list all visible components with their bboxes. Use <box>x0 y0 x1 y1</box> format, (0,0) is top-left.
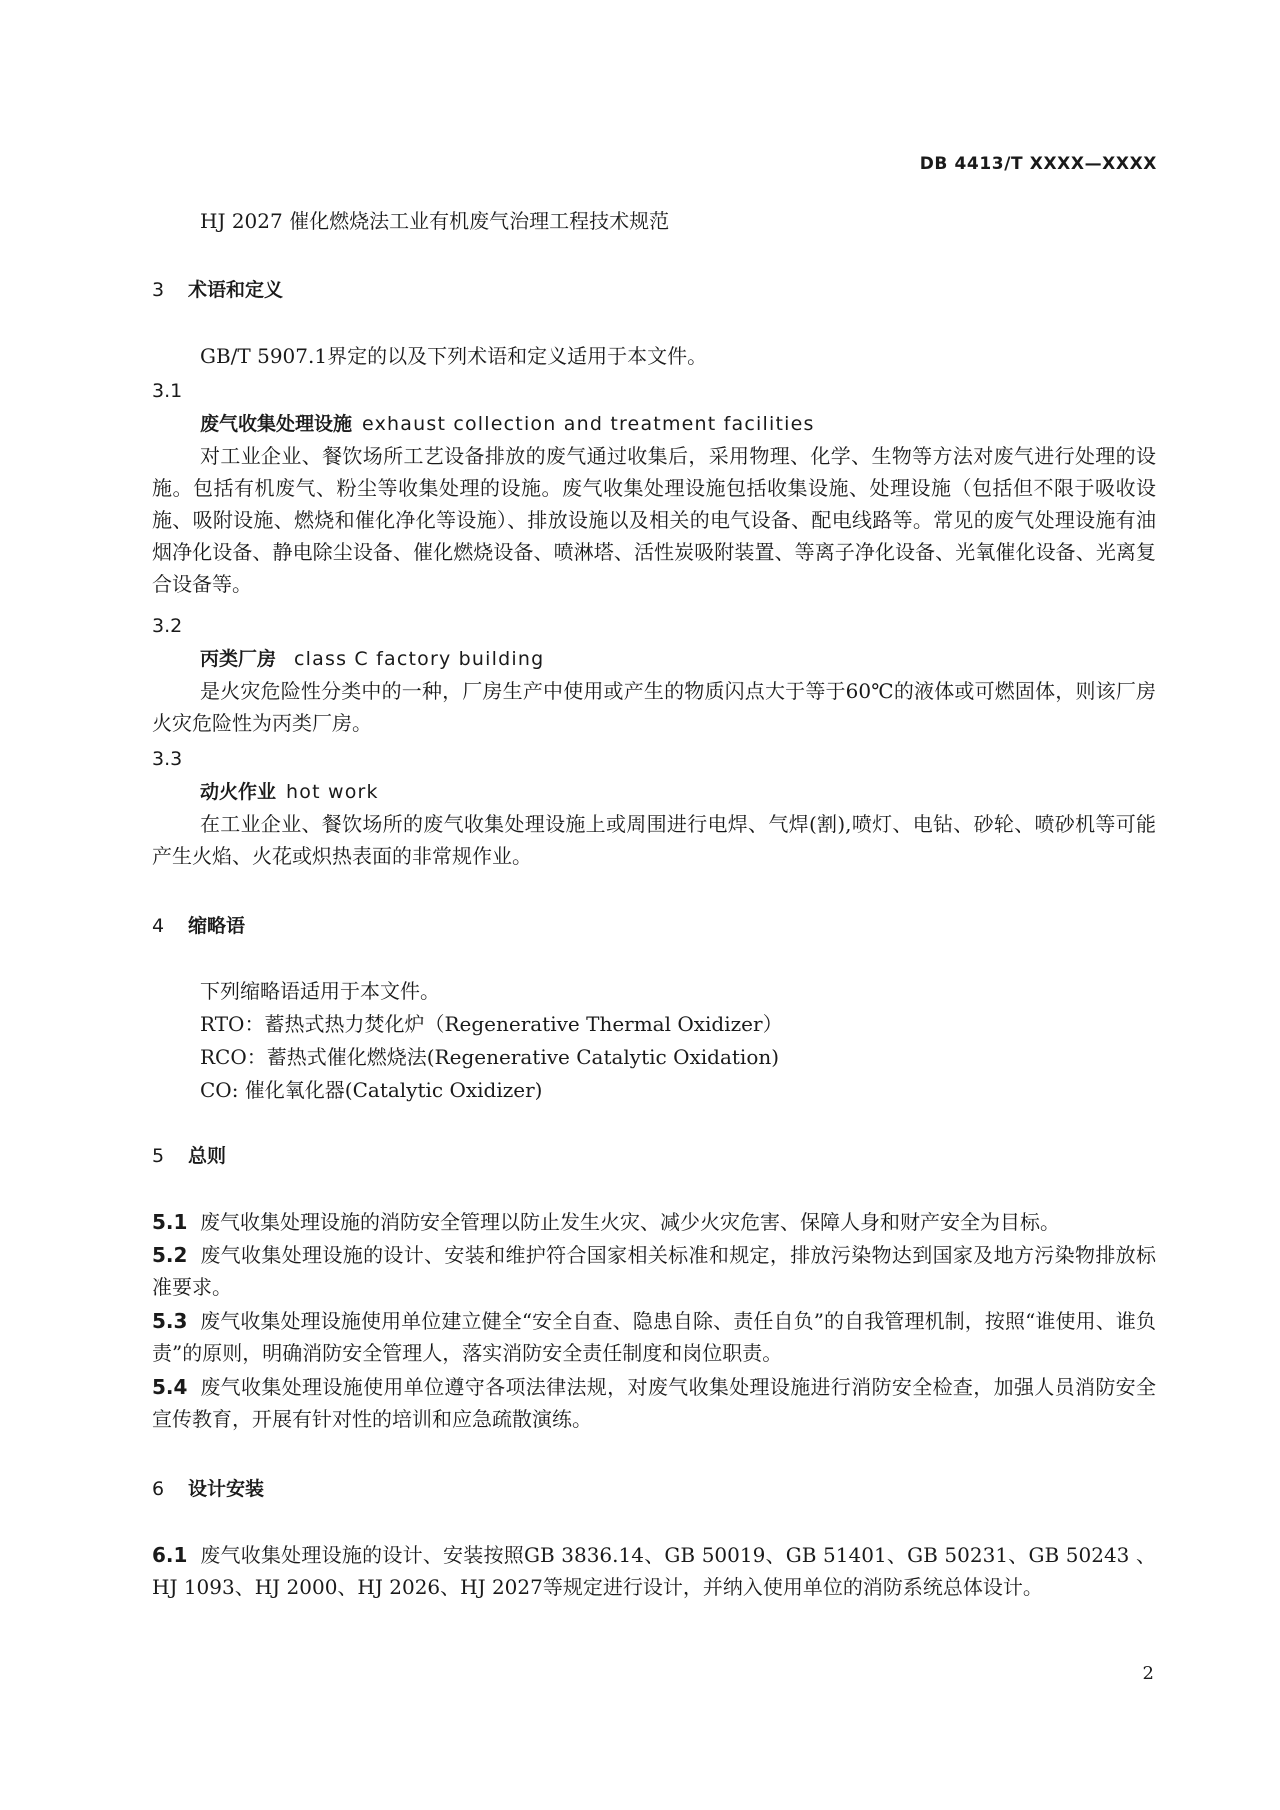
section-intro: GB/T 5907.1界定的以及下列术语和定义适用于本文件。 <box>200 344 708 368</box>
clause-text: 废气收集处理设施的消防安全管理以防止发生火灾、减少火灾危害、保障人身和财产安全为目标。 <box>200 1210 1060 1234</box>
section-number: 5 <box>152 1145 165 1167</box>
section-number: 4 <box>152 915 165 937</box>
clause-5-2 <box>152 1239 1156 1303</box>
term-definition: 对工业企业、餐饮场所工艺设备排放的废气通过收集后，采用物理、化学、生物等方法对废气进行处理的设施。包括有机废气、粉尘等收集处理的设施。废气收集处理设施包括收集设施、处理设施（包括但不限于吸收设施、吸附设施、燃烧和催化净化等设施）、排放设施以及相关的电气设备、配电线路等。常见的废气处理设施有油烟净化设备、静电除尘设备、催化燃烧设备、喷淋塔、活性炭吸附装置、等离子净化设备、光氧催化设备、光离复合设备等。 <box>152 444 1156 596</box>
section-heading-4 <box>152 910 1156 942</box>
term-heading <box>200 643 1156 675</box>
section-title: 总则 <box>188 1145 227 1167</box>
clause-number: 5.4 <box>152 1375 188 1399</box>
abbr-item: CO: 催化氧化器(Catalytic Oxidizer) <box>200 1078 543 1102</box>
page-number: 2 <box>1142 1663 1154 1684</box>
term-heading <box>200 776 1156 808</box>
term-definition: 是火灾危险性分类中的一种，厂房生产中使用或产生的物质闪点大于等于60℃的液体或可燃固体，则该厂房火灾危险性为丙类厂房。 <box>152 679 1156 735</box>
term-name-en: exhaust collection and treatment facilities <box>362 413 815 435</box>
term-heading <box>200 408 1156 440</box>
term-definition: 在工业企业、餐饮场所的废气收集处理设施上或周围进行电焊、气焊(割),喷灯、电钻、砂轮、喷砂机等可能产生火焰、火花或炽热表面的非常规作业。 <box>152 812 1156 868</box>
section-heading-3 <box>152 274 1156 306</box>
term-name-en: hot work <box>286 781 379 803</box>
clause-text: 废气收集处理设施的设计、安装按照GB 3836.14、GB 50019、GB 51401、GB 50231、GB 50243 、HJ 1093、HJ 2000、HJ 2026、HJ 2027等规定进行设计，并纳入使用单位的消防系统总体设计。 <box>152 1543 1156 1599</box>
section-title: 设计安装 <box>188 1478 265 1500</box>
clause-text: 废气收集处理设施的设计、安装和维护符合国家相关标准和规定，排放污染物达到国家及地方污染物排放标准要求。 <box>152 1243 1156 1299</box>
term-name-zh: 废气收集处理设施 <box>200 413 353 435</box>
clause-number: 6.1 <box>152 1543 188 1567</box>
section-heading-6 <box>152 1473 1156 1505</box>
clause-6-1 <box>152 1539 1156 1603</box>
abbr-item: RCO：蓄热式催化燃烧法(Regenerative Catalytic Oxidation) <box>200 1045 780 1069</box>
term-name-zh: 丙类厂房 <box>200 648 277 670</box>
clause-text: 废气收集处理设施使用单位遵守各项法律法规，对废气收集处理设施进行消防安全检查，加强人员消防安全宣传教育，开展有针对性的培训和应急疏散演练。 <box>152 1375 1156 1431</box>
term-name-zh: 动火作业 <box>200 781 277 803</box>
clause-5-3 <box>152 1305 1156 1369</box>
clause-5-1 <box>152 1206 1156 1238</box>
clause-number: 5.3 <box>152 1309 188 1333</box>
term-name-en: class C factory building <box>294 648 545 670</box>
section-title: 术语和定义 <box>188 279 284 301</box>
clause-number: 5.2 <box>152 1243 188 1267</box>
clause-number: 5.1 <box>152 1210 188 1234</box>
clause-text: 废气收集处理设施使用单位建立健全“安全自查、隐患自除、责任自负”的自我管理机制，按照“谁使用、谁负责”的原则，明确消防安全管理人，落实消防安全责任制度和岗位职责。 <box>152 1309 1156 1365</box>
section-heading-5 <box>152 1140 1156 1172</box>
standard-code: DB 4413/T XXXX—XXXX <box>919 154 1157 174</box>
clause-5-4 <box>152 1371 1156 1435</box>
section-number: 6 <box>152 1478 165 1500</box>
section-number: 3 <box>152 279 165 301</box>
abbr-intro: 下列缩略语适用于本文件。 <box>200 979 440 1003</box>
term-number: 3.3 <box>152 748 183 770</box>
reference-line: HJ 2027 催化燃烧法工业有机废气治理工程技术规范 <box>200 209 670 233</box>
term-number: 3.2 <box>152 615 183 637</box>
abbr-item: RTO：蓄热式热力焚化炉（Regenerative Thermal Oxidizer） <box>200 1012 783 1036</box>
section-title: 缩略语 <box>188 915 246 937</box>
term-number: 3.1 <box>152 380 183 402</box>
